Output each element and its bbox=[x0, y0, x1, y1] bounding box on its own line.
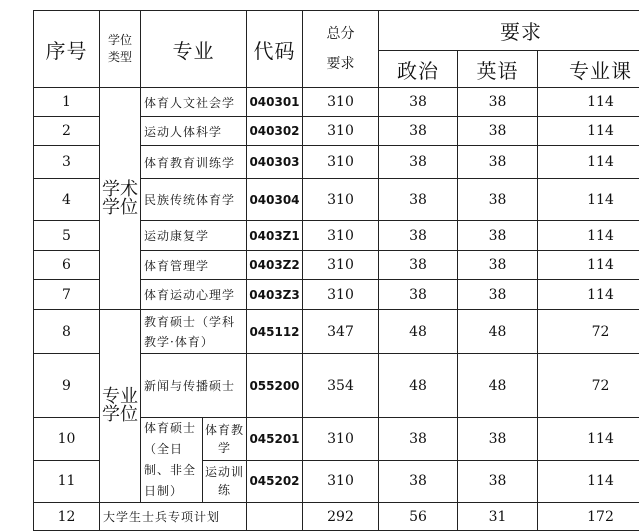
cell-total: 347 bbox=[303, 310, 379, 354]
cell-code: 0403Z1 bbox=[247, 221, 303, 251]
cell-specialty: 114 bbox=[538, 88, 639, 117]
col-header-seq: 序号 bbox=[34, 11, 100, 88]
cell-specialty: 72 bbox=[538, 354, 639, 418]
score-requirements-table-wrap bbox=[33, 10, 623, 531]
cell-seq: 1 bbox=[34, 88, 100, 117]
cell-code: 0403Z3 bbox=[247, 280, 303, 310]
cell-major: 体育人文社会学 bbox=[141, 88, 247, 117]
col-header-major: 专业 bbox=[141, 11, 247, 88]
cell-seq: 5 bbox=[34, 221, 100, 251]
cell-english: 38 bbox=[458, 221, 538, 251]
cell-specialty: 114 bbox=[538, 460, 639, 503]
cell-politics: 48 bbox=[379, 310, 458, 354]
cell-seq: 11 bbox=[34, 460, 100, 503]
cell-code: 040302 bbox=[247, 117, 303, 146]
cell-total: 310 bbox=[303, 88, 379, 117]
cell-code: 040304 bbox=[247, 179, 303, 221]
cell-major-sub: 体育教学 bbox=[203, 418, 247, 461]
cell-seq: 3 bbox=[34, 146, 100, 179]
cell-major: 民族传统体育学 bbox=[141, 179, 247, 221]
table-row bbox=[34, 88, 639, 117]
cell-politics: 38 bbox=[379, 280, 458, 310]
cell-specialty: 114 bbox=[538, 280, 639, 310]
cell-specialty: 114 bbox=[538, 221, 639, 251]
cell-major: 运动康复学 bbox=[141, 221, 247, 251]
cell-major: 大学生士兵专项计划 bbox=[100, 503, 247, 531]
cell-english: 38 bbox=[458, 88, 538, 117]
cell-code: 055200 bbox=[247, 354, 303, 418]
degree-type-professional: 专业学位 bbox=[100, 310, 141, 503]
cell-specialty: 172 bbox=[538, 503, 639, 531]
cell-specialty: 114 bbox=[538, 179, 639, 221]
cell-politics: 38 bbox=[379, 179, 458, 221]
cell-seq: 2 bbox=[34, 117, 100, 146]
cell-english: 48 bbox=[458, 354, 538, 418]
cell-politics: 38 bbox=[379, 251, 458, 280]
cell-english: 38 bbox=[458, 280, 538, 310]
cell-specialty: 114 bbox=[538, 251, 639, 280]
col-header-total bbox=[303, 11, 379, 88]
cell-seq: 8 bbox=[34, 310, 100, 354]
col-header-code: 代码 bbox=[247, 11, 303, 88]
cell-specialty: 114 bbox=[538, 418, 639, 461]
col-header-english: 英语 bbox=[458, 51, 538, 88]
cell-english: 48 bbox=[458, 310, 538, 354]
degree-type-line2: 类型 bbox=[108, 50, 132, 64]
cell-english: 38 bbox=[458, 418, 538, 461]
cell-english: 38 bbox=[458, 117, 538, 146]
cell-code: 040301 bbox=[247, 88, 303, 117]
cell-code: 040303 bbox=[247, 146, 303, 179]
cell-total: 310 bbox=[303, 251, 379, 280]
cell-total: 310 bbox=[303, 179, 379, 221]
table-row bbox=[34, 503, 639, 531]
col-header-requirements: 要求 bbox=[379, 11, 639, 51]
cell-major: 体育运动心理学 bbox=[141, 280, 247, 310]
table-row bbox=[34, 310, 639, 354]
cell-politics: 38 bbox=[379, 117, 458, 146]
cell-english: 38 bbox=[458, 460, 538, 503]
cell-politics: 48 bbox=[379, 354, 458, 418]
cell-specialty: 114 bbox=[538, 117, 639, 146]
cell-politics: 38 bbox=[379, 146, 458, 179]
cell-code: 0403Z2 bbox=[247, 251, 303, 280]
score-requirements-table bbox=[33, 10, 639, 531]
cell-politics: 38 bbox=[379, 221, 458, 251]
cell-seq: 12 bbox=[34, 503, 100, 531]
cell-total: 310 bbox=[303, 117, 379, 146]
cell-specialty: 114 bbox=[538, 146, 639, 179]
cell-major: 运动人体科学 bbox=[141, 117, 247, 146]
cell-seq: 6 bbox=[34, 251, 100, 280]
cell-total: 310 bbox=[303, 418, 379, 461]
cell-code: 045202 bbox=[247, 460, 303, 503]
cell-total: 354 bbox=[303, 354, 379, 418]
cell-seq: 4 bbox=[34, 179, 100, 221]
total-line1: 总分 bbox=[327, 26, 355, 42]
cell-english: 38 bbox=[458, 146, 538, 179]
cell-major-sports-master: 体育硕士（全日制、非全日制） bbox=[141, 418, 203, 503]
cell-politics: 38 bbox=[379, 460, 458, 503]
cell-english: 38 bbox=[458, 251, 538, 280]
cell-seq: 10 bbox=[34, 418, 100, 461]
header-row-1 bbox=[34, 11, 639, 51]
total-line2: 要求 bbox=[327, 56, 355, 72]
cell-major-sub: 运动训练 bbox=[203, 460, 247, 503]
cell-major: 体育管理学 bbox=[141, 251, 247, 280]
cell-major: 体育教育训练学 bbox=[141, 146, 247, 179]
cell-code: 045201 bbox=[247, 418, 303, 461]
col-header-specialty: 专业课 bbox=[538, 51, 639, 88]
cell-total: 310 bbox=[303, 146, 379, 179]
degree-type-line1: 学位 bbox=[108, 33, 132, 47]
cell-major: 教育硕士（学科教学·体育） bbox=[141, 310, 247, 354]
cell-total: 292 bbox=[303, 503, 379, 531]
cell-politics: 56 bbox=[379, 503, 458, 531]
cell-major: 新闻与传播硕士 bbox=[141, 354, 247, 418]
cell-english: 38 bbox=[458, 179, 538, 221]
cell-total: 310 bbox=[303, 460, 379, 503]
cell-code bbox=[247, 503, 303, 531]
col-header-politics: 政治 bbox=[379, 51, 458, 88]
cell-politics: 38 bbox=[379, 418, 458, 461]
col-header-degree-type bbox=[100, 11, 141, 88]
cell-specialty: 72 bbox=[538, 310, 639, 354]
cell-code: 045112 bbox=[247, 310, 303, 354]
degree-type-academic: 学术学位 bbox=[100, 88, 141, 310]
cell-politics: 38 bbox=[379, 88, 458, 117]
cell-total: 310 bbox=[303, 280, 379, 310]
cell-english: 31 bbox=[458, 503, 538, 531]
cell-seq: 7 bbox=[34, 280, 100, 310]
cell-total: 310 bbox=[303, 221, 379, 251]
cell-seq: 9 bbox=[34, 354, 100, 418]
